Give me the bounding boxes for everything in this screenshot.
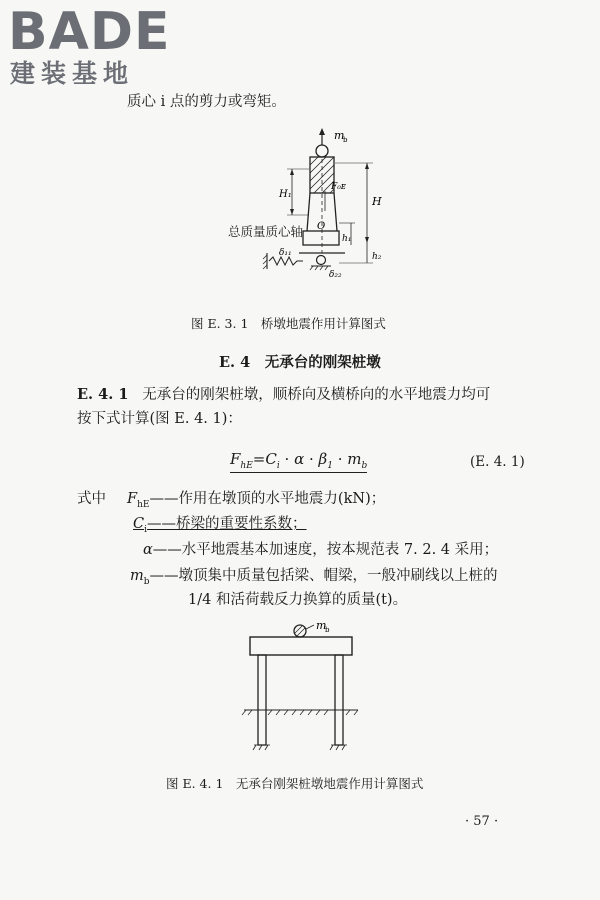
equation: $F_{hE}=C_i \cdot \alpha \cdot \beta_1 \cdot m_b$ <box>230 450 368 471</box>
clause-line2: 按下式计算(图 E. 4. 1)： <box>77 411 242 427</box>
mass-circle <box>316 145 328 157</box>
page-number: · 57 · <box>465 814 499 829</box>
mass-sub: b <box>325 626 330 634</box>
d11-label: δ₁₁ <box>279 248 292 258</box>
h2-label: h₂ <box>372 252 382 262</box>
definition-alpha: α——水平地震基本加速度，按本规范表 7. 2. 4 采用； <box>143 542 499 558</box>
axis-label: 总质量质心轴 <box>228 224 304 239</box>
h1-upper-label: H₁ <box>279 189 292 200</box>
equation-number: (E. 4. 1) <box>470 454 525 470</box>
definition-mb-continuation: 1/4 和活荷载反力换算的质量(t)。 <box>188 592 408 608</box>
pile-right <box>335 655 343 745</box>
mass-label: m <box>334 129 345 142</box>
section-heading: E. 4 无承台的刚架桩墩 <box>219 354 381 371</box>
mass-sub: b <box>343 136 348 144</box>
logo-chinese: 建装基地 <box>10 59 135 88</box>
logo-wordmark: BADE <box>8 2 171 62</box>
h-label: H <box>372 195 382 208</box>
point-o-label: O <box>317 221 326 232</box>
definition-fhe: $F_{hE}——$作用在墩顶的水平地震力(kN)； <box>127 491 386 510</box>
pier-footing <box>303 231 339 245</box>
pile-left <box>258 655 266 745</box>
mass-circle <box>294 625 306 637</box>
force-label: F₀ᴇ <box>331 182 346 192</box>
definition-ci: $C_i——$桥梁的重要性系数； <box>133 516 307 535</box>
cap-beam <box>250 637 352 655</box>
intro-line: 质心 i 点的剪力或弯矩。 <box>127 94 286 110</box>
figure1-caption: 图 E. 3. 1 桥墩地震作用计算图式 <box>191 316 386 331</box>
definitions-lead: 式中 <box>77 491 106 507</box>
definition-mb: $m_b——$墩顶集中质量包括梁、帽梁，一般冲刷线以上桩的 <box>130 568 498 587</box>
clause-number: E. 4. 1 <box>77 386 129 403</box>
figure-rigid-frame-pier <box>240 615 370 755</box>
clause-line1 <box>77 385 490 405</box>
d22-label: δ₂₂ <box>329 270 342 280</box>
mass-label: m <box>316 619 327 632</box>
figure2-caption: 图 E. 4. 1 无承台刚架桩墩地震作用计算图式 <box>166 776 424 791</box>
clause-text: 无承台的刚架桩墩，顺桥向及横桥向的水平地震力均可 <box>142 387 491 403</box>
h1-label: h₁ <box>342 234 352 244</box>
figure-pier-diagram <box>255 125 415 285</box>
